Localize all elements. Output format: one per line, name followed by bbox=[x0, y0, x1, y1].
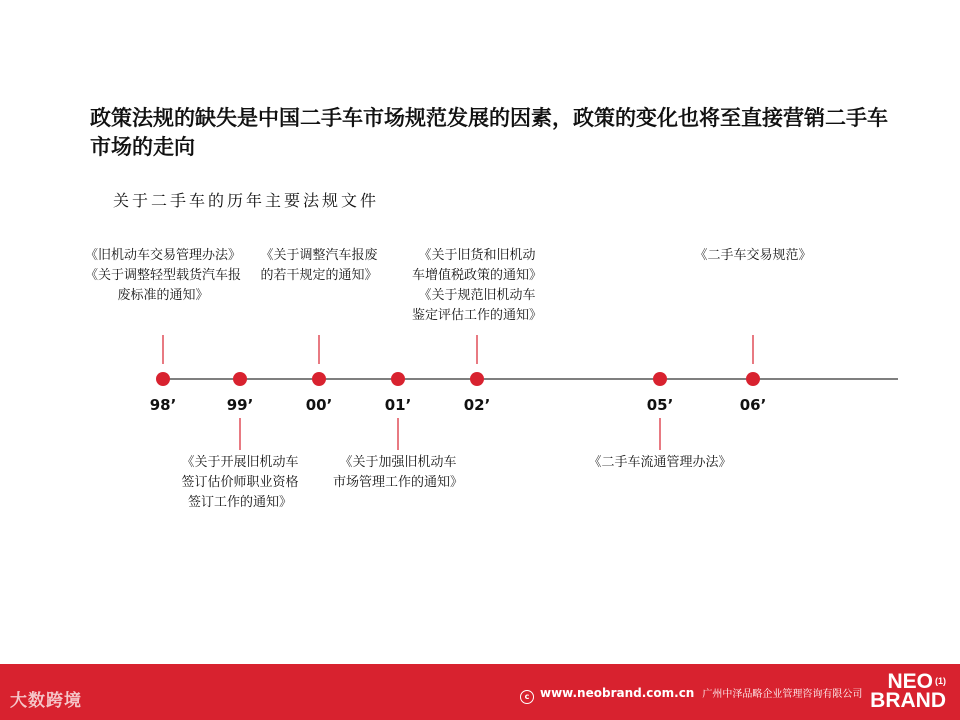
section-subtitle: 关于二手车的历年主要法规文件 bbox=[113, 191, 380, 210]
timeline-year: 01’ bbox=[384, 396, 412, 414]
timeline-year: 05’ bbox=[646, 396, 674, 414]
timeline-dot bbox=[233, 372, 247, 386]
timeline-year: 02’ bbox=[463, 396, 491, 414]
timeline-year: 06’ bbox=[739, 396, 767, 414]
timeline-dot bbox=[391, 372, 405, 386]
regulation-label-below: 《关于加强旧机动车 市场管理工作的通知》 bbox=[332, 455, 464, 490]
regulation-label-above: 《二手车交易规范》 bbox=[694, 248, 812, 263]
brand-line-2: BRAND bbox=[870, 689, 946, 712]
watermark-text: 大数跨境 bbox=[10, 691, 82, 711]
timeline-dot bbox=[746, 372, 760, 386]
regulation-label-below: 《关于开展旧机动车 签订估价师职业资格 签订工作的通知》 bbox=[181, 455, 299, 510]
timeline-dot bbox=[156, 372, 170, 386]
website-link[interactable]: www.neobrand.com.cn bbox=[540, 686, 695, 700]
brand-line-1: NEO bbox=[887, 670, 933, 693]
regulation-label-above: 《关于调整汽车报废 的若干规定的通知》 bbox=[260, 248, 378, 283]
brand-logo bbox=[870, 672, 946, 710]
timeline-dot bbox=[470, 372, 484, 386]
copyright-icon: c bbox=[520, 690, 534, 704]
regulation-label-above: 《关于旧货和旧机动 车增值税政策的通知》 《关于规范旧机动车 鉴定评估工作的通知》 bbox=[411, 248, 543, 323]
timeline-year: 98’ bbox=[149, 396, 177, 414]
headline: 政策法规的缺失是中国二手车市场规范发展的因素，政策的变化也将至直接营销二手车市场的走向 bbox=[90, 106, 888, 159]
brand-mark: (1) bbox=[935, 676, 946, 686]
timeline-year: 99’ bbox=[226, 396, 254, 414]
company-name: 广州中泽品略企业管理咨询有限公司 bbox=[702, 689, 863, 700]
timeline-dot bbox=[653, 372, 667, 386]
timeline-dot bbox=[312, 372, 326, 386]
timeline-year: 00’ bbox=[305, 396, 333, 414]
footer-copyright bbox=[520, 685, 862, 704]
footer-bar bbox=[0, 664, 960, 720]
regulation-label-above: 《旧机动车交易管理办法》 《关于调整轻型载货汽车报 废标准的通知》 bbox=[84, 248, 242, 303]
regulation-label-below: 《二手车流通管理办法》 bbox=[588, 455, 732, 470]
